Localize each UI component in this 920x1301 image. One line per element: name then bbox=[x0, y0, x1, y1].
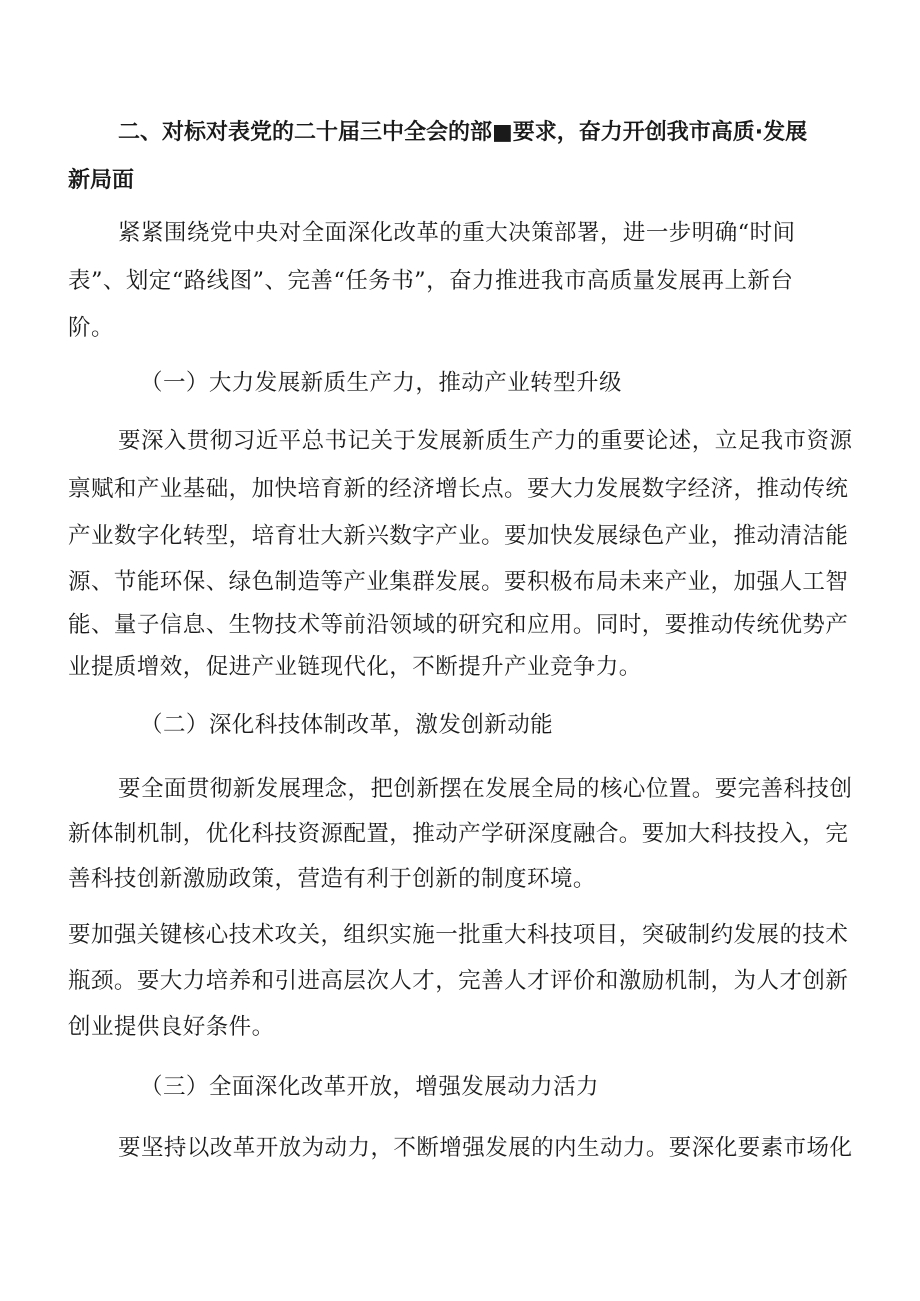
subsection-2-para-1-line: 要全面贯彻新发展理念，把创新摆在发展全局的核心位置。要完善科技创 bbox=[118, 776, 853, 802]
subsection-1-line: 产业数字化转型，培育壮大新兴数字产业。要加快发展绿色产业，推动清洁能 bbox=[68, 523, 849, 549]
intro-line-1: 紧紧围绕党中央对全面深化改革的重大决策部署，进一步明确“时间 bbox=[118, 220, 796, 246]
subsection-3-line: 要坚持以改革开放为动力，不断增强发展的内生动力。要深化要素市场化 bbox=[118, 1135, 853, 1161]
subsection-2-para-1-line: 新体制机制，优化科技资源配置，推动产学研深度融合。要加大科技投入，完 bbox=[68, 821, 849, 847]
subsection-2-para-2-line: 要加强关键核心技术攻关，组织实施一批重大科技项目，突破制约发展的技术 bbox=[68, 922, 849, 948]
intro-line-2: 表”、划定“路线图”、完善“任务书”，奋力推进我市高质量发展再上新台 bbox=[68, 268, 794, 294]
subsection-1-line: 能、量子信息、生物技术等前沿领域的研究和应用。同时，要推动传统优势产 bbox=[68, 612, 849, 638]
section-heading-line-2: 新局面 bbox=[68, 168, 135, 193]
subsection-2-title: （二）深化科技体制改革，激发创新动能 bbox=[140, 712, 554, 738]
subsection-2-para-1-line: 善科技创新激励政策，营造有利于创新的制度环境。 bbox=[68, 866, 596, 892]
subsection-3-title: （三）全面深化改革开放，增强发展动力活力 bbox=[140, 1074, 600, 1100]
subsection-1-line: 禀赋和产业基础，加快培育新的经济增长点。要大力发展数字经济，推动传统 bbox=[68, 476, 849, 502]
subsection-1-title: （一）大力发展新质生产力，推动产业转型升级 bbox=[140, 370, 622, 396]
subsection-1-line: 业提质增效，促进产业链现代化，不断提升产业竞争力。 bbox=[68, 654, 642, 680]
subsection-2-para-2-line: 创业提供良好条件。 bbox=[68, 1014, 275, 1040]
subsection-1-line: 源、节能环保、绿色制造等产业集群发展。要积极布局未来产业，加强人工智 bbox=[68, 569, 849, 595]
section-heading-line-1: 二、对标对表党的二十届三中全会的部■要求，奋力开创我市高质·发展 bbox=[118, 120, 808, 145]
intro-line-3: 阶。 bbox=[68, 315, 114, 341]
subsection-2-para-2-line: 瓶颈。要大力培养和引进高层次人才，完善人才评价和激励机制，为人才创新 bbox=[68, 968, 849, 994]
subsection-1-line: 要深入贯彻习近平总书记关于发展新质生产力的重要论述，立足我市资源 bbox=[118, 428, 853, 454]
